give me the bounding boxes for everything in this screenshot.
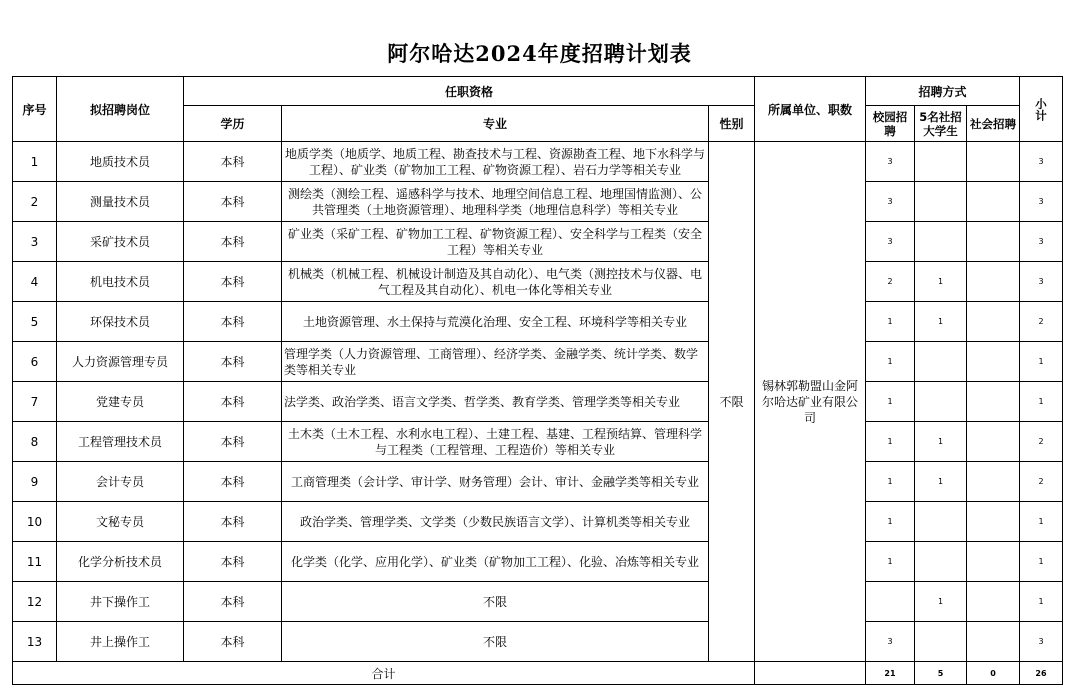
row-education: 本科 [184,542,282,582]
row-seq: 7 [13,382,57,422]
total-social: 0 [967,662,1020,685]
row-seq: 12 [13,582,57,622]
row-social [967,502,1020,542]
row-seq: 1 [13,142,57,182]
row-major: 土木类（土木工程、水利水电工程）、土建工程、基建、工程预结算、管理科学与工程类（工程管理、工程造价）等相关专业 [282,422,709,462]
row-position: 机电技术员 [57,262,184,302]
row-position: 地质技术员 [57,142,184,182]
row-grads: 1 [915,422,967,462]
row-campus: 1 [866,502,915,542]
header-education: 学历 [184,106,282,142]
row-campus [866,582,915,622]
row-grads: 1 [915,582,967,622]
row-position: 工程管理技术员 [57,422,184,462]
row-seq: 5 [13,302,57,342]
row-education: 本科 [184,422,282,462]
row-education: 本科 [184,622,282,662]
row-major: 矿业类（采矿工程、矿物加工工程、矿物资源工程）、安全科学与工程类（安全工程）等相关专业 [282,222,709,262]
row-grads [915,342,967,382]
row-grads [915,222,967,262]
row-social [967,622,1020,662]
header-grads: 5名社招大学生 [915,106,967,142]
row-education: 本科 [184,262,282,302]
header-position: 拟招聘岗位 [57,77,184,142]
header-subtotal: 小计 [1020,77,1063,142]
row-subtotal: 2 [1020,462,1063,502]
row-education: 本科 [184,382,282,422]
total-grads: 5 [915,662,967,685]
total-campus: 21 [866,662,915,685]
row-seq: 8 [13,422,57,462]
header-gender: 性别 [709,106,755,142]
row-subtotal: 3 [1020,622,1063,662]
row-major: 政治学类、管理学类、文学类（少数民族语言文学）、计算机类等相关专业 [282,502,709,542]
header-major: 专业 [282,106,709,142]
row-seq: 6 [13,342,57,382]
row-campus: 1 [866,382,915,422]
row-subtotal: 1 [1020,582,1063,622]
row-social [967,342,1020,382]
row-position: 会计专员 [57,462,184,502]
row-position: 井下操作工 [57,582,184,622]
row-major: 法学类、政治学类、语言文学类、哲学类、教育学类、管理学类等相关专业 [282,382,709,422]
row-major: 工商管理类（会计学、审计学、财务管理）会计、审计、金融学类等相关专业 [282,462,709,502]
row-campus: 1 [866,462,915,502]
total-subtotal: 26 [1020,662,1063,685]
row-grads [915,622,967,662]
row-campus: 3 [866,142,915,182]
row-major: 机械类（机械工程、机械设计制造及其自动化）、电气类（测控技术与仪器、电气工程及其自动化）、机电一体化等相关专业 [282,262,709,302]
row-campus: 1 [866,302,915,342]
row-major: 管理学类（人力资源管理、工商管理）、经济学类、金融学类、统计学类、数学类等相关专业 [282,342,709,382]
row-position: 测量技术员 [57,182,184,222]
row-major: 土地资源管理、水土保持与荒漠化治理、安全工程、环境科学等相关专业 [282,302,709,342]
recruitment-plan-table [12,76,1063,685]
header-qualification: 任职资格 [184,77,755,106]
row-grads [915,182,967,222]
total-label: 合计 [13,662,755,685]
row-grads: 1 [915,302,967,342]
row-education: 本科 [184,462,282,502]
page-title: 阿尔哈达2024年度招聘计划表 [387,41,692,66]
row-education: 本科 [184,302,282,342]
row-social [967,302,1020,342]
header-unit: 所属单位、职数 [755,77,866,142]
row-position: 采矿技术员 [57,222,184,262]
row-social [967,262,1020,302]
row-grads [915,502,967,542]
row-grads: 1 [915,462,967,502]
row-education: 本科 [184,142,282,182]
row-subtotal: 1 [1020,542,1063,582]
row-subtotal: 1 [1020,502,1063,542]
header-method: 招聘方式 [866,77,1020,106]
unit-merged: 锡林郭勒盟山金阿尔哈达矿业有限公司 [755,142,866,662]
row-social [967,142,1020,182]
row-campus: 3 [866,622,915,662]
row-seq: 11 [13,542,57,582]
row-campus: 2 [866,262,915,302]
row-education: 本科 [184,582,282,622]
row-grads [915,382,967,422]
row-social [967,222,1020,262]
row-grads [915,542,967,582]
row-position: 人力资源管理专员 [57,342,184,382]
row-seq: 9 [13,462,57,502]
total-unit-blank [755,662,866,685]
row-education: 本科 [184,182,282,222]
row-campus: 3 [866,182,915,222]
row-social [967,462,1020,502]
row-education: 本科 [184,222,282,262]
row-grads [915,142,967,182]
row-campus: 3 [866,222,915,262]
row-major: 不限 [282,622,709,662]
header-campus: 校园招聘 [866,106,915,142]
row-education: 本科 [184,502,282,542]
row-position: 化学分析技术员 [57,542,184,582]
header-social: 社会招聘 [967,106,1020,142]
row-education: 本科 [184,342,282,382]
row-position: 文秘专员 [57,502,184,542]
row-campus: 1 [866,422,915,462]
row-grads: 1 [915,262,967,302]
row-social [967,182,1020,222]
row-subtotal: 2 [1020,302,1063,342]
row-subtotal: 3 [1020,182,1063,222]
row-subtotal: 3 [1020,262,1063,302]
row-major: 测绘类（测绘工程、遥感科学与技术、地理空间信息工程、地理国情监测）、公共管理类（土地资源管理）、地理科学类（地理信息科学）等相关专业 [282,182,709,222]
row-seq: 4 [13,262,57,302]
row-campus: 1 [866,542,915,582]
row-major: 地质学类（地质学、地质工程、勘查技术与工程、资源勘查工程、地下水科学与工程）、矿业类（矿物加工工程、矿物资源工程）、岩石力学等相关专业 [282,142,709,182]
row-seq: 10 [13,502,57,542]
row-social [967,382,1020,422]
row-position: 井上操作工 [57,622,184,662]
row-campus: 1 [866,342,915,382]
header-seq: 序号 [13,77,57,142]
gender-merged: 不限 [709,142,755,662]
row-subtotal: 1 [1020,382,1063,422]
row-position: 环保技术员 [57,302,184,342]
row-subtotal: 1 [1020,342,1063,382]
row-seq: 13 [13,622,57,662]
row-major: 化学类（化学、应用化学）、矿业类（矿物加工工程）、化验、冶炼等相关专业 [282,542,709,582]
row-subtotal: 3 [1020,222,1063,262]
row-major: 不限 [282,582,709,622]
row-subtotal: 3 [1020,142,1063,182]
row-social [967,542,1020,582]
row-seq: 2 [13,182,57,222]
row-position: 党建专员 [57,382,184,422]
row-subtotal: 2 [1020,422,1063,462]
row-seq: 3 [13,222,57,262]
row-social [967,582,1020,622]
row-social [967,422,1020,462]
